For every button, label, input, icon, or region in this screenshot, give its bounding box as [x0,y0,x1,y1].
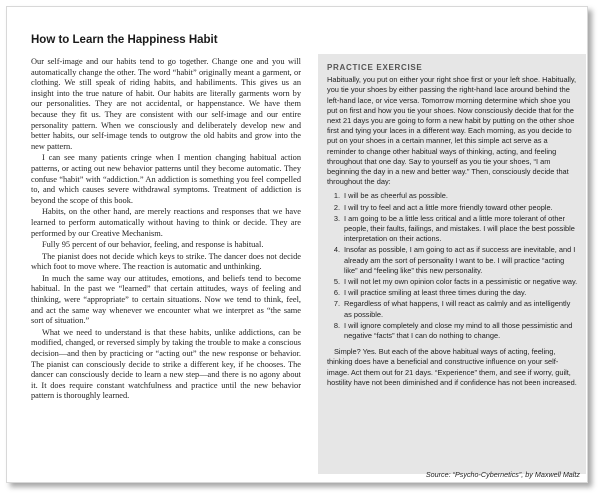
list-item: 8. I will ignore completely and close my mind to all those pessimistic and negative “facts” that I can do nothing to change. [333,320,573,341]
paragraph-95-percent: Fully 95 percent of our behavior, feeling, and response is habitual. [42,240,264,250]
list-item: 4. Insofar as possible, I am going to act as if success are inevitable, and I already am the sort of personality I want to be. I will practice “acting like” and “feeling like” this new personality. [333,245,576,275]
list-item: 6. I will practice smiling at least three times during the day. [333,288,527,298]
source-caption: Source: “Psycho-Cybernetics”, by Maxwell Maltz [425,470,580,479]
practice-intro: Habitually, you put on either your right shoe first or your left shoe. Habitually, you tie your shoes by either passing the right-hand lace around behind the left-hand lace, or vice versa. Tomorrow morning determine which shoe you put on first and how you tie your shoes. Now consciously decide that for the next 21 days you are going to form a new habit by putting on the other shoe first and tying your laces in a different way. Each morning, as you decide to put on your shoes in a certain manner, let this simple act serve as a reminder to change other habitual ways of thinking, acting, and feeling throughout that one day. Say to yourself as you tie your shoes, “I am beginning the day in a new and better way.” Then, consciously decide that throughout the day: [327,75,577,187]
list-item: 2. I will try to feel and act a little more friendly toward other people. [333,202,553,212]
book-page [6,6,588,483]
main-text-column [31,57,301,403]
list-item: 5. I will not let my own opinion color facts in a pessimistic or negative way. [333,277,578,287]
practice-list [327,191,578,341]
list-item: 1. I will be as cheerful as possible. [333,191,448,201]
practice-exercise-box [318,54,586,474]
page-title: How to Learn the Happiness Habit [31,34,218,46]
practice-closing: Simple? Yes. But each of the above habitual ways of acting, feeling, thinking does have a beneficial and constructive influence on your self-image. Act them out for 21 days. “Experience” them, and see if worry, guilt, hostility have not been diminished and if confidence has not been increased. [327,347,577,387]
list-item: 3. I am going to be a little less critical and a little more tolerant of other people, their faults, failings, and mistakes. I will place the best possible interpretation on their actions. [333,213,575,244]
practice-exercise-heading: PRACTICE EXERCISE [327,63,423,72]
paragraph-attitudes-habitual: In much the same way our attitudes, emotions, and beliefs tend to become habitual. In the past we “learned” that certain attitudes, ways of feeling and thinking, were “appropriate” to certain situations. Now we tend to think, feel, and act the same way whenever we encounter what we interpret as “the same sort of situation.” [31,273,301,326]
paragraph-habit-vs-addiction: I can see many patients cringe when I mention changing habitual action patterns, or acting out new behavior patterns until they become automatic. They confuse “habit” with “addiction.” An addiction is something you feel compelled to, and which causes severe withdrawal symptoms. Treatment of addiction is beyond the scope of this book. [31,153,301,205]
list-item: 7. Regardless of what happens, I will react as calmly and as intelligently as possible. [333,299,571,319]
paragraph-pianist-dancer: The pianist does not decide which keys to strike. The dancer does not decide which foot to move where. The reaction is automatic and unthinking. [31,251,301,272]
paragraph-habits-garments: Our self-image and our habits tend to go together. Change one and you will automatically change the other. The word “habit” originally meant a garment, or clothing. We still speak of riding habits, and habiliments. This gives us an insight into the true nature of habit. Our habits are literally garments worn by our personalities. They are not accidental, or happenstance. We have them because they fit us. They are consistent with our self-image and our entire personality pattern. When we consciously and deliberately develop new and better habits, our self-image tends to outgrow the old habits and grow into the new pattern. [31,57,301,151]
paragraph-habits-reactions: Habits, on the other hand, are merely reactions and responses that we have learned to perform automatically without having to think or decide. They are performed by our Creative Mechanism. [31,207,301,238]
paragraph-modify-habits: What we need to understand is that these habits, unlike addictions, can be modified, changed, or reversed simply by taking the trouble to make a conscious decision—and then by practicing or “acting out” the new response or behavior. The pianist can consciously decide to strike a different key, if he chooses. The dancer can consciously decide to learn a new step—and there is no agony about it. It does require constant watchfulness and practice until the new behavior pattern is thoroughly learned. [31,327,301,401]
